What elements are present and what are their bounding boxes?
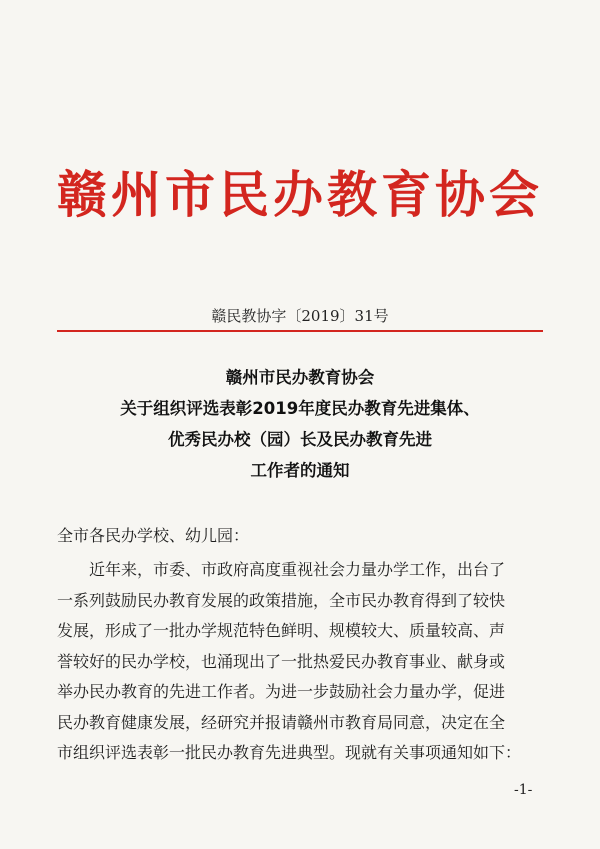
body-line: 民办教育健康发展，经研究并报请赣州市教育局同意，决定在全 [57,712,506,732]
body-line: 市组织评选表彰一批民办教育先进典型。现就有关事项通知如下： [57,743,522,762]
body-line: 发展，形成了一批办学规范特色鲜明、规模较大、质量较高、声 [57,621,506,640]
notice-title-line: 工作者的通知 [250,461,350,480]
notice-title [40,362,560,486]
red-divider-line [57,330,543,332]
page-number: -1- [514,782,533,798]
document-number: 赣民教协字〔2019〕31号 [211,307,389,325]
notice-title-line: 赣州市民办教育协会 [225,368,375,387]
notice-title-line: 优秀民办校（园）长及民办教育先进 [168,430,432,449]
body-line: 近年来，市委、市政府高度重视社会力量办学工作，出台了 [89,560,506,579]
organization-header: 赣州市民办教育协会 [57,166,543,224]
body-line: 一系列鼓励民办教育发展的政策措施，全市民办教育得到了较快 [57,590,506,610]
body-paragraph [57,555,545,769]
body-line: 举办民办教育的先进工作者。为进一步鼓励社会力量办学，促进 [57,682,506,701]
body-line: 誉较好的民办学校，也涌现出了一批热爱民办教育事业、献身或 [57,651,506,671]
notice-title-line: 关于组织评选表彰2019年度民办教育先进集体、 [120,399,480,418]
salutation: 全市各民办学校、幼儿园： [57,526,250,545]
